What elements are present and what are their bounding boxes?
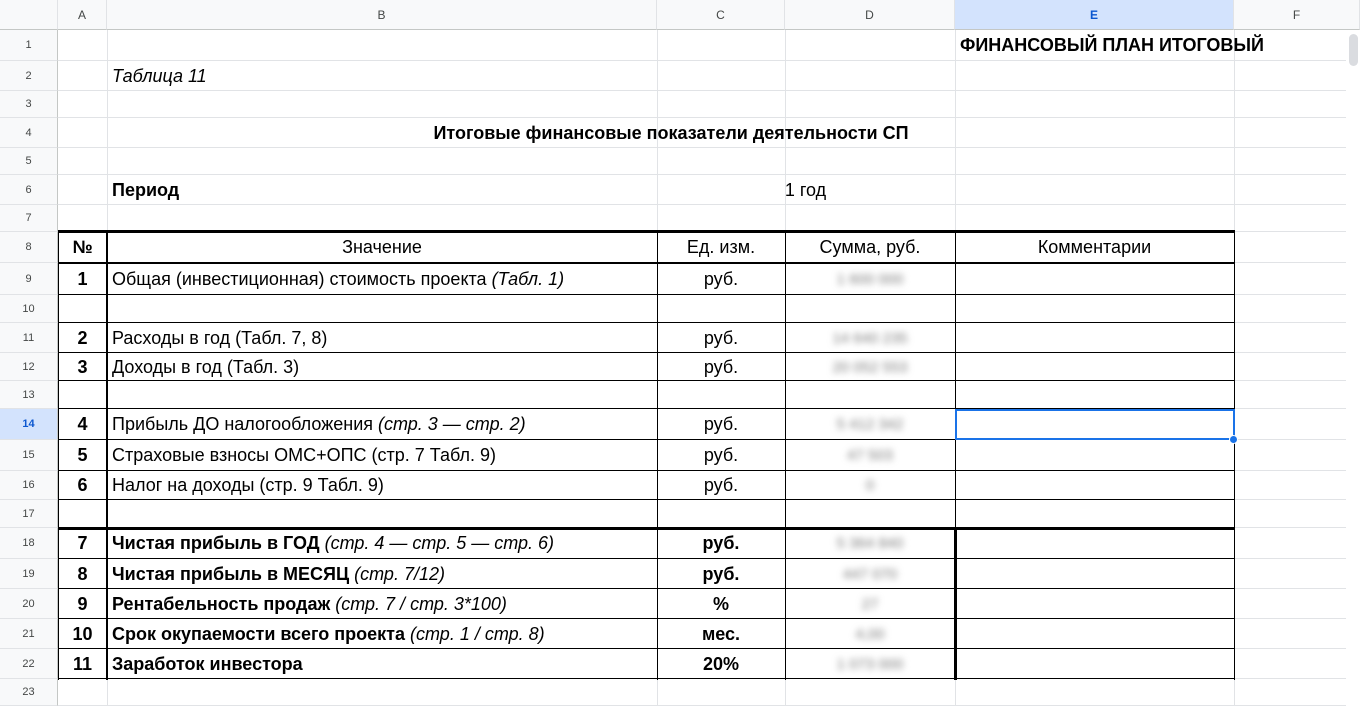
- row-sum[interactable]: [785, 619, 955, 649]
- row-number[interactable]: 6: [77, 475, 88, 495]
- row-label[interactable]: [108, 323, 656, 353]
- row-number[interactable]: 2: [77, 327, 88, 348]
- column-header-c[interactable]: C: [657, 0, 785, 30]
- table-label[interactable]: Таблица 11: [112, 65, 207, 86]
- period-label[interactable]: Период: [112, 179, 180, 200]
- row-label[interactable]: [108, 471, 656, 500]
- row-header-15[interactable]: 15: [0, 440, 58, 471]
- row-sum[interactable]: [785, 323, 955, 353]
- column-header-a[interactable]: A: [58, 0, 107, 30]
- row-number[interactable]: 9: [77, 593, 88, 614]
- row-sum[interactable]: [785, 440, 955, 471]
- row-header-21[interactable]: 21: [0, 619, 58, 649]
- row-label-text: Чистая прибыль в МЕСЯЦ: [112, 563, 355, 584]
- row-sum[interactable]: [785, 409, 955, 440]
- fill-handle[interactable]: [1229, 435, 1238, 444]
- row-unit[interactable]: руб.: [703, 445, 739, 465]
- period-value[interactable]: 1 год: [784, 179, 827, 200]
- row-number[interactable]: 11: [72, 653, 93, 674]
- row-sum[interactable]: [785, 263, 955, 295]
- row-unit[interactable]: руб.: [703, 268, 739, 289]
- row-comment[interactable]: [955, 528, 1234, 559]
- row-comment[interactable]: [955, 471, 1234, 500]
- row-header-12[interactable]: 12: [0, 353, 58, 381]
- row-label-text: Срок окупаемости всего проекта: [112, 623, 411, 644]
- row-label[interactable]: [108, 409, 656, 440]
- row-label[interactable]: [108, 353, 656, 381]
- row-sum[interactable]: [785, 589, 955, 619]
- row-comment[interactable]: [955, 440, 1234, 471]
- row-label-text: Доходы в год (Табл. 3): [112, 356, 300, 377]
- row-unit[interactable]: руб.: [703, 475, 739, 495]
- row-header-4[interactable]: 4: [0, 118, 58, 148]
- row-sum-value: 4,00: [855, 625, 885, 643]
- row-sum-value: 27: [861, 595, 879, 613]
- row-sum-value: 5 364 840: [836, 535, 904, 552]
- row-label[interactable]: [108, 263, 656, 295]
- row-header-13[interactable]: 13: [0, 381, 58, 409]
- row-number[interactable]: 5: [77, 445, 88, 465]
- row-label-text: Расходы в год (Табл. 7, 8): [112, 327, 328, 348]
- row-label-note: (стр. 7/12): [354, 563, 445, 584]
- row-unit[interactable]: мес.: [701, 623, 741, 644]
- row-sum[interactable]: [785, 559, 955, 589]
- row-sum[interactable]: [785, 353, 955, 381]
- header-comments[interactable]: Комментарии: [1037, 237, 1152, 257]
- row-header-22[interactable]: 22: [0, 649, 58, 679]
- row-label-note: (стр. 4 — стр. 5 — стр. 6): [324, 533, 555, 553]
- column-header-b[interactable]: B: [107, 0, 657, 30]
- row-header-17[interactable]: 17: [0, 500, 58, 528]
- row-label[interactable]: [108, 619, 656, 649]
- row-header-8[interactable]: 8: [0, 232, 58, 263]
- header-num[interactable]: №: [72, 237, 93, 257]
- row-comment[interactable]: [955, 589, 1234, 619]
- row-header-7[interactable]: 7: [0, 205, 58, 232]
- row-number[interactable]: 8: [77, 563, 88, 584]
- row-label-note: (Табл. 1): [491, 268, 565, 289]
- row-sum-value: 20 052 553: [832, 358, 908, 376]
- row-header-16[interactable]: 16: [0, 471, 58, 500]
- row-sum[interactable]: [785, 528, 955, 559]
- row-number[interactable]: 10: [72, 623, 93, 644]
- row-label-text: Рентабельность продаж: [112, 593, 336, 614]
- row-comment[interactable]: [955, 559, 1234, 589]
- row-unit[interactable]: руб.: [703, 356, 739, 377]
- row-label-note: (стр. 1 / стр. 8): [410, 623, 545, 644]
- row-header-20[interactable]: 20: [0, 589, 58, 619]
- row-header-18[interactable]: 18: [0, 528, 58, 559]
- row-unit[interactable]: руб.: [702, 563, 740, 584]
- row-sum-value: 14 640 235: [832, 329, 908, 347]
- column-header-f[interactable]: F: [1234, 0, 1360, 30]
- row-header-5[interactable]: 5: [0, 148, 58, 175]
- row-label-note: (стр. 3 — стр. 2): [378, 414, 526, 434]
- row-header-23[interactable]: 23: [0, 679, 58, 706]
- row-sum-value: 0: [865, 477, 875, 494]
- column-header-e[interactable]: E: [955, 0, 1234, 30]
- table-subtitle[interactable]: Итоговые финансовые показатели деятельности СП: [433, 122, 909, 143]
- vertical-scrollbar[interactable]: [1346, 30, 1360, 706]
- row-header-19[interactable]: 19: [0, 559, 58, 589]
- row-comment[interactable]: [955, 649, 1234, 679]
- row-sum-value: 1 600 000: [836, 270, 904, 288]
- row-unit[interactable]: руб.: [703, 327, 739, 348]
- row-sum[interactable]: [785, 471, 955, 500]
- row-comment[interactable]: [955, 323, 1234, 353]
- row-number[interactable]: 1: [77, 268, 88, 289]
- row-header-11[interactable]: 11: [0, 323, 58, 353]
- row-number[interactable]: 4: [77, 414, 88, 434]
- row-label-text: Налог на доходы (стр. 9 Табл. 9): [112, 475, 384, 495]
- row-header-14[interactable]: 14: [0, 409, 58, 440]
- row-header-9[interactable]: 9: [0, 263, 58, 295]
- row-header-10[interactable]: 10: [0, 295, 58, 323]
- active-cell-selection[interactable]: [955, 409, 1235, 440]
- row-comment[interactable]: [955, 263, 1234, 295]
- row-label-text: Общая (инвестиционная) стоимость проекта: [112, 268, 492, 289]
- main-title[interactable]: ФИНАНСОВЫЙ ПЛАН ИТОГОВЫЙ: [960, 35, 1264, 55]
- row-label-note: (стр. 7 / стр. 3*100): [335, 593, 507, 614]
- vertical-scrollbar-thumb[interactable]: [1349, 34, 1358, 66]
- row-header-2[interactable]: 2: [0, 61, 58, 91]
- row-label-text: Страховые взносы ОМС+ОПС (стр. 7 Табл. 9): [112, 445, 497, 465]
- row-label-text: Чистая прибыль в ГОД: [112, 533, 325, 553]
- row-label[interactable]: [108, 528, 656, 559]
- row-label[interactable]: [108, 649, 656, 679]
- row-header-1[interactable]: 1: [0, 30, 58, 61]
- row-number[interactable]: 3: [77, 356, 88, 377]
- row-label-text: Прибыль ДО налогообложения: [112, 414, 378, 434]
- row-comment[interactable]: [955, 353, 1234, 381]
- column-header-d[interactable]: D: [785, 0, 955, 30]
- header-sum[interactable]: Сумма, руб.: [819, 237, 921, 257]
- row-label[interactable]: [108, 589, 656, 619]
- select-all-corner[interactable]: [0, 0, 58, 30]
- row-label[interactable]: [108, 559, 656, 589]
- row-unit[interactable]: %: [712, 593, 729, 614]
- row-header-6[interactable]: 6: [0, 175, 58, 205]
- header-unit[interactable]: Ед. изм.: [686, 237, 756, 257]
- header-value[interactable]: Значение: [342, 237, 422, 257]
- row-sum-value: 447 070: [842, 565, 898, 583]
- row-sum-value: 47 503: [847, 447, 893, 464]
- row-sum[interactable]: [785, 649, 955, 679]
- row-label-text: Заработок инвестора: [112, 653, 303, 674]
- row-unit[interactable]: 20%: [702, 653, 740, 674]
- row-sum-value: 1 073 000: [836, 655, 904, 673]
- row-label[interactable]: [108, 440, 656, 471]
- row-sum-value: 5 412 342: [836, 416, 904, 433]
- row-comment[interactable]: [955, 619, 1234, 649]
- row-number[interactable]: 7: [77, 533, 88, 553]
- row-unit[interactable]: руб.: [703, 414, 739, 434]
- row-header-3[interactable]: 3: [0, 91, 58, 118]
- row-unit[interactable]: руб.: [702, 533, 740, 553]
